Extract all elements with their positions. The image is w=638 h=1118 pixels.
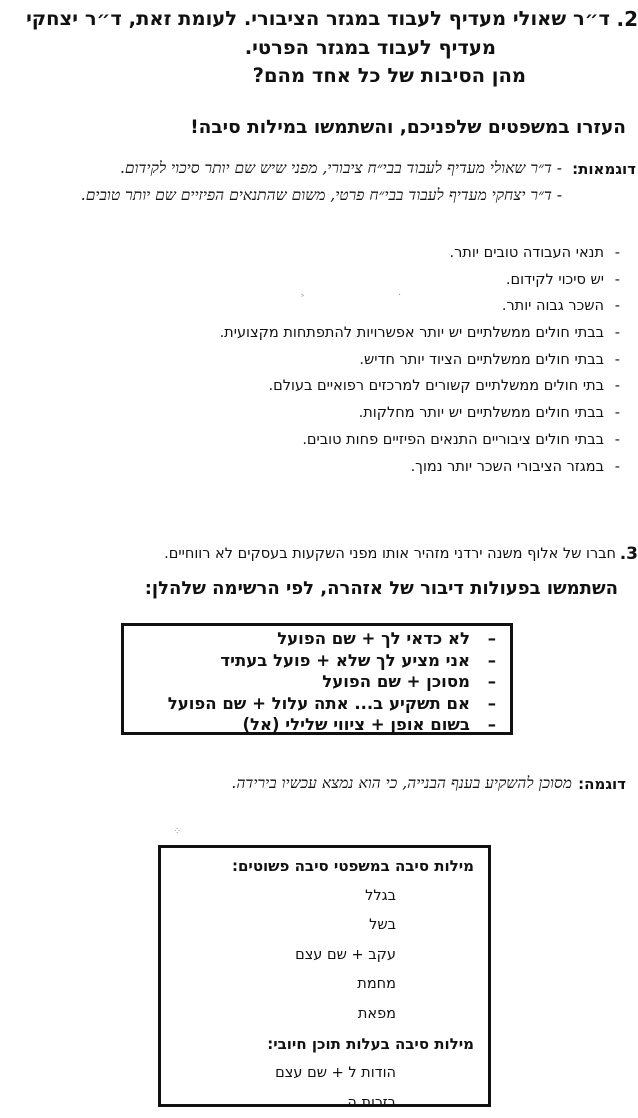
list-item: -תנאי העבודה טובים יותר.	[449, 245, 620, 261]
list-item: -בתי חולים ממשלתיים קשורים למרכזים רפואיים בעולם.	[268, 378, 620, 395]
scan-speck: ⁘	[173, 826, 182, 837]
simple-reason-words-header: מילות סיבה במשפטי סיבה פשוטים:	[231, 857, 474, 875]
question-2-line-2: מעדיף לעבוד במגזר הפרטי.	[244, 36, 496, 59]
list-item: –אני מציע לך שלא + פועל בעתיד	[220, 650, 496, 670]
list-item: -בבתי חולים ממשלתיים הציוד יותר חדיש.	[359, 351, 620, 368]
list-item: הודות ל + שם עצם	[275, 1065, 396, 1082]
list-item: -בבתי חולים ממשלתיים יש יותר מחלקות.	[358, 405, 620, 422]
list-item: –בשום אופן + ציווי שלילי (אל)	[242, 715, 496, 734]
scan-speck: .	[398, 287, 402, 298]
reason-words-box	[158, 845, 491, 1111]
question-3-number: 3.	[619, 544, 638, 564]
list-item: -יש סיכוי לקידום.	[505, 271, 620, 288]
example-2-text: מסוכן להשקיע בענף הבנייה, כי הוא נמצא עכשיו בירידה.	[231, 774, 572, 792]
list-item: -בבתי חולים ממשלתיים יש יותר אפשרויות להתפתחות מקצועית.	[219, 325, 620, 342]
examples-label: דוגמאות:	[572, 160, 636, 178]
warning-patterns-box	[121, 623, 513, 735]
question-2-line-1: ד״ר שאולי מעדיף לעבוד במגזר הציבורי. לעומת זאת, ד״ר יצחקי	[26, 7, 610, 30]
list-item: מחמת	[357, 976, 396, 993]
question-3-text: חברו של אלוף משנה ירדני מזהיר אותו מפני השקעות בעסקים לא רווחיים.	[164, 546, 616, 562]
list-item: בשל	[369, 917, 396, 934]
list-item: -בבתי חולים ציבוריים התנאים הפיזיים פחות טובים.	[302, 431, 620, 448]
list-item: –מסוכן + שם הפועל	[322, 672, 496, 691]
speech-acts-heading: השתמשו בפעולות דיבור של אזהרה, לפי הרשימה שלהלן:	[144, 578, 618, 599]
list-item: -השכר גבוה יותר.	[501, 298, 620, 315]
positive-reason-words-header: מילות סיבה בעלות תוכן חיובי:	[267, 1034, 474, 1053]
example-line-1: - ד״ר שאולי מעדיף לעבוד בבי״ח ציבורי, מפני שיש שם יותר סיכוי לקידום.	[119, 159, 562, 177]
question-2-line-3: מהן הסיבות של כל אחד מהם?	[252, 64, 526, 87]
instruction-heading: העזרו במשפטים שלפניכם, והשתמשו במילות סיבה!	[190, 117, 626, 138]
list-item: -במגזר הציבורי השכר יותר נמוך.	[410, 458, 620, 475]
example-2-label: דוגמה:	[578, 775, 626, 793]
list-item: עקב + שם עצם	[295, 946, 396, 963]
example-line-2: - ד״ר יצחקי מעדיף לעבוד בבי״ח פרטי, משום שהתנאים הפיזיים שם יותר טובים.	[80, 186, 562, 204]
list-item: –אם תשקיע ב... אתה עלול + שם הפועל	[167, 693, 496, 713]
list-item: בזכות ה	[347, 1094, 396, 1111]
reasons-list	[80, 240, 620, 480]
scan-speck: ˃	[300, 294, 305, 305]
list-item: –לא כדאי לך + שם הפועל	[277, 629, 496, 648]
list-item: מפאת	[357, 1005, 396, 1022]
list-item: בגלל	[365, 887, 396, 904]
question-2-number: 2.	[616, 7, 638, 31]
